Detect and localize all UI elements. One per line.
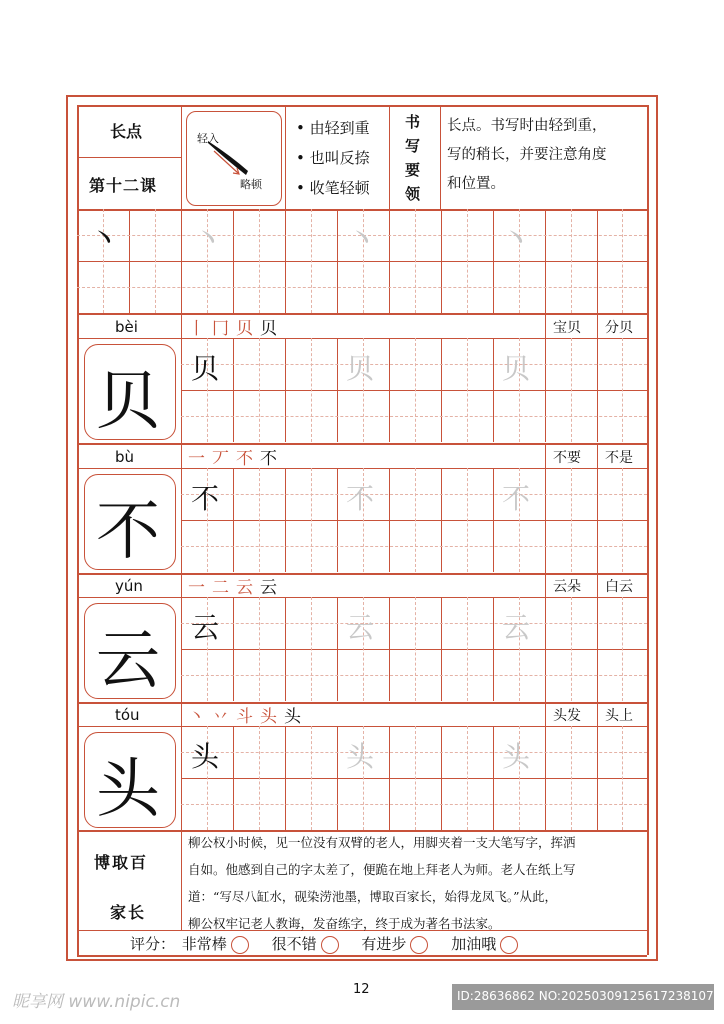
word-1: 宝贝 (553, 320, 581, 336)
guide-line (181, 804, 647, 805)
grid-char-model: 不 (191, 482, 220, 515)
grid-char-ghost: 贝 (346, 352, 375, 385)
stroke-order-step: 云 (260, 578, 277, 598)
grid-char-model: 贝 (191, 352, 220, 385)
guide-line (311, 338, 312, 442)
big-char: 贝 (96, 365, 160, 439)
grid-line (181, 649, 647, 650)
rating-option-2[interactable]: 很不错 (272, 935, 339, 953)
grid-line (233, 468, 234, 572)
grid-char-ghost: 云 (502, 611, 531, 644)
page-number: 12 (353, 982, 370, 997)
grid-line (597, 572, 598, 597)
bullet-2: • 也叫反捺 (296, 149, 370, 167)
grid-line (545, 313, 546, 338)
stroke-diagram-icon (186, 111, 280, 204)
guide-line (467, 338, 468, 442)
grid-line (129, 209, 130, 313)
stroke-order-step: 丆 (212, 449, 229, 469)
grid-char-ghost: 不 (346, 482, 375, 515)
grid-line (285, 597, 286, 701)
grid-line (233, 338, 234, 442)
guide-line (571, 468, 572, 572)
grid-line (285, 726, 286, 830)
grid-line (285, 468, 286, 572)
guide-line (259, 597, 260, 701)
guide-line (181, 675, 647, 676)
grid-line (285, 338, 286, 442)
guide-line (311, 468, 312, 572)
rating-option-4[interactable]: 加油哦 (451, 935, 518, 953)
grid-line (181, 778, 647, 779)
practice-stroke-ghost-2: 丶 (346, 220, 379, 258)
char-pinyin: bù (115, 448, 135, 466)
stroke-order-step: 头 (284, 707, 301, 727)
stroke-order-step: 不 (260, 449, 277, 469)
story-title-1: 博取百 (94, 853, 149, 872)
grid-char-ghost: 头 (346, 740, 375, 773)
guide-line (415, 468, 416, 572)
grid-line (493, 597, 494, 701)
guide-line (181, 546, 647, 547)
grid-line (181, 520, 647, 521)
story-line-2: 自如。他感到自己的字太差了，便跪在地上拜老人为师。老人在纸上写 (188, 862, 576, 877)
practice-stroke-ghost-3: 丶 (500, 220, 533, 258)
grid-line (285, 209, 286, 313)
grid-line (441, 468, 442, 572)
big-char: 云 (96, 624, 160, 698)
grid-line (181, 338, 182, 442)
grid-line (77, 209, 647, 211)
grid-line (597, 701, 598, 726)
rating-row (130, 933, 518, 954)
story-title-2: 家长 (110, 903, 147, 922)
grid-line (77, 261, 647, 262)
grid-line (337, 597, 338, 701)
char-pinyin: bèi (115, 318, 138, 336)
guide-line (467, 597, 468, 701)
grid-line (441, 726, 442, 830)
grid-line (181, 597, 182, 701)
grid-line (597, 726, 598, 830)
guide-line (77, 287, 647, 288)
grid-line (233, 209, 234, 313)
guide-line (259, 468, 260, 572)
big-char: 不 (96, 495, 160, 569)
grid-line (181, 726, 182, 830)
stroke-order-step: 一 (188, 449, 205, 469)
grid-line (389, 726, 390, 830)
stroke-order-step: 云 (236, 578, 253, 598)
guide-line (181, 494, 647, 495)
grid-line (545, 209, 546, 313)
stroke-order-step: 一 (188, 578, 205, 598)
guide-line (181, 416, 647, 417)
grid-line (597, 338, 598, 442)
grid-line (440, 105, 441, 209)
grid-line (545, 701, 546, 726)
rating-option-1[interactable]: 非常棒 (182, 935, 249, 953)
practice-stroke: 丶 (88, 220, 121, 258)
guide-line (467, 726, 468, 830)
key-text-3: 和位置。 (447, 176, 505, 192)
grid-line (181, 209, 182, 313)
rating-circle-icon[interactable] (231, 936, 249, 954)
grid-line (285, 105, 286, 209)
grid-line (77, 338, 647, 339)
grid-line (77, 702, 647, 704)
grid-line (441, 209, 442, 313)
guide-line (622, 726, 623, 830)
guide-line (311, 209, 312, 313)
grid-line (77, 573, 647, 575)
bullet-1: • 由轻到重 (296, 119, 370, 137)
guide-line (415, 597, 416, 701)
watermark-right: ID:28636862 NO:20250309125617238107 (457, 989, 714, 1003)
word-1: 云朵 (553, 579, 581, 595)
key-text-1: 长点。书写时由轻到重， (447, 118, 607, 134)
grid-line (389, 105, 390, 209)
grid-line (337, 726, 338, 830)
guide-line (181, 623, 647, 624)
key-title: 书写要领 (405, 113, 421, 203)
word-1: 不要 (553, 450, 581, 466)
guide-line (571, 597, 572, 701)
grid-line (77, 726, 647, 727)
grid-line (545, 572, 546, 597)
story-line-3: 道：“写尽八缸水，砚染涝池墨，博取百家长，始得龙凤飞。”从此， (188, 889, 558, 904)
guide-line (571, 338, 572, 442)
stroke-order-step: 不 (236, 449, 253, 469)
grid-line (337, 468, 338, 572)
stroke-order-step: 丨 (188, 319, 205, 339)
grid-line (389, 597, 390, 701)
grid-line (493, 338, 494, 442)
grid-line (647, 209, 648, 313)
grid-line (77, 209, 78, 313)
grid-line (545, 726, 546, 830)
rating-label: 评分： (130, 935, 176, 953)
diagram-label-in: 轻入 (197, 132, 219, 145)
guide-line (622, 209, 623, 313)
rating-option-3[interactable]: 有进步 (361, 935, 428, 953)
inner-border-bottom (77, 955, 647, 957)
grid-line (233, 597, 234, 701)
char-pinyin: yún (115, 577, 143, 595)
grid-line (389, 338, 390, 442)
inner-border-top (77, 105, 647, 107)
grid-line (597, 443, 598, 468)
grid-line (545, 468, 546, 572)
big-char: 头 (96, 753, 160, 827)
grid-line (77, 313, 647, 315)
grid-line (441, 338, 442, 442)
char-pinyin: tóu (115, 706, 140, 724)
grid-line (545, 597, 546, 701)
story-line-1: 柳公权小时候，见一位没有双臂的老人，用脚夹着一支大笔写字，挥洒 (188, 835, 576, 850)
grid-line (597, 597, 598, 701)
grid-char-ghost: 不 (502, 482, 531, 515)
stroke-order-step: 冂 (212, 319, 229, 339)
guide-line (622, 338, 623, 442)
guide-line (259, 726, 260, 830)
guide-line (415, 209, 416, 313)
stroke-order-step: 贝 (236, 319, 253, 339)
stroke-order-step: 斗 (236, 707, 253, 727)
guide-line (155, 209, 156, 313)
story-line-4: 柳公权牢记老人教诲，发奋练字，终于成为著名书法家。 (188, 916, 501, 931)
grid-line (389, 468, 390, 572)
guide-line (622, 468, 623, 572)
grid-line (77, 597, 647, 598)
grid-line (647, 468, 648, 572)
grid-char-ghost: 头 (502, 740, 531, 773)
grid-line (545, 338, 546, 442)
guide-line (311, 726, 312, 830)
rating-circle-icon[interactable] (321, 936, 339, 954)
grid-char-ghost: 云 (346, 611, 375, 644)
stroke-name: 长点 (110, 122, 143, 141)
guide-line (181, 752, 647, 753)
grid-line (77, 468, 647, 469)
grid-line (545, 443, 546, 468)
guide-line (181, 364, 647, 365)
rating-circle-icon[interactable] (500, 936, 518, 954)
guide-line (415, 726, 416, 830)
grid-line (493, 209, 494, 313)
grid-line (233, 726, 234, 830)
guide-line (571, 209, 572, 313)
guide-line (467, 468, 468, 572)
stroke-order-step: 二 (212, 578, 229, 598)
grid-line (389, 209, 390, 313)
grid-line (181, 105, 182, 209)
diagram-label-out: 略顿 (240, 178, 262, 191)
grid-char-model: 云 (191, 611, 220, 644)
word-2: 头上 (605, 708, 633, 724)
key-text-2: 写的稍长，并要注意角度 (447, 147, 607, 163)
grid-line (597, 209, 598, 313)
guide-line (571, 726, 572, 830)
watermark-left: 昵享网 www.nipic.cn (12, 992, 181, 1012)
stroke-order-step: 贝 (260, 319, 277, 339)
grid-line (647, 338, 648, 442)
word-1: 头发 (553, 708, 581, 724)
grid-line (181, 829, 182, 930)
grid-char-model: 头 (191, 740, 220, 773)
word-2: 分贝 (605, 320, 633, 336)
grid-line (647, 726, 648, 830)
grid-line (493, 468, 494, 572)
guide-line (415, 338, 416, 442)
guide-line (311, 597, 312, 701)
stroke-order-step: 丶 (188, 707, 205, 727)
stroke-order-step: 头 (260, 707, 277, 727)
lesson-title: 第十二课 (89, 176, 158, 195)
grid-line (181, 468, 182, 572)
grid-line (647, 597, 648, 701)
grid-line (337, 209, 338, 313)
grid-line (77, 157, 181, 158)
stroke-order-step: 丷 (212, 707, 229, 727)
guide-line (622, 597, 623, 701)
grid-line (181, 390, 647, 391)
rating-circle-icon[interactable] (410, 936, 428, 954)
word-2: 白云 (605, 579, 633, 595)
grid-line (493, 726, 494, 830)
grid-line (77, 443, 647, 445)
guide-line (467, 209, 468, 313)
practice-stroke-ghost-1: 丶 (192, 220, 225, 258)
grid-char-ghost: 贝 (502, 352, 531, 385)
word-2: 不是 (605, 450, 633, 466)
grid-line (337, 338, 338, 442)
grid-line (597, 313, 598, 338)
grid-line (441, 597, 442, 701)
guide-line (259, 209, 260, 313)
grid-line (597, 468, 598, 572)
guide-line (259, 338, 260, 442)
bullet-3: • 收笔轻顿 (296, 179, 370, 197)
